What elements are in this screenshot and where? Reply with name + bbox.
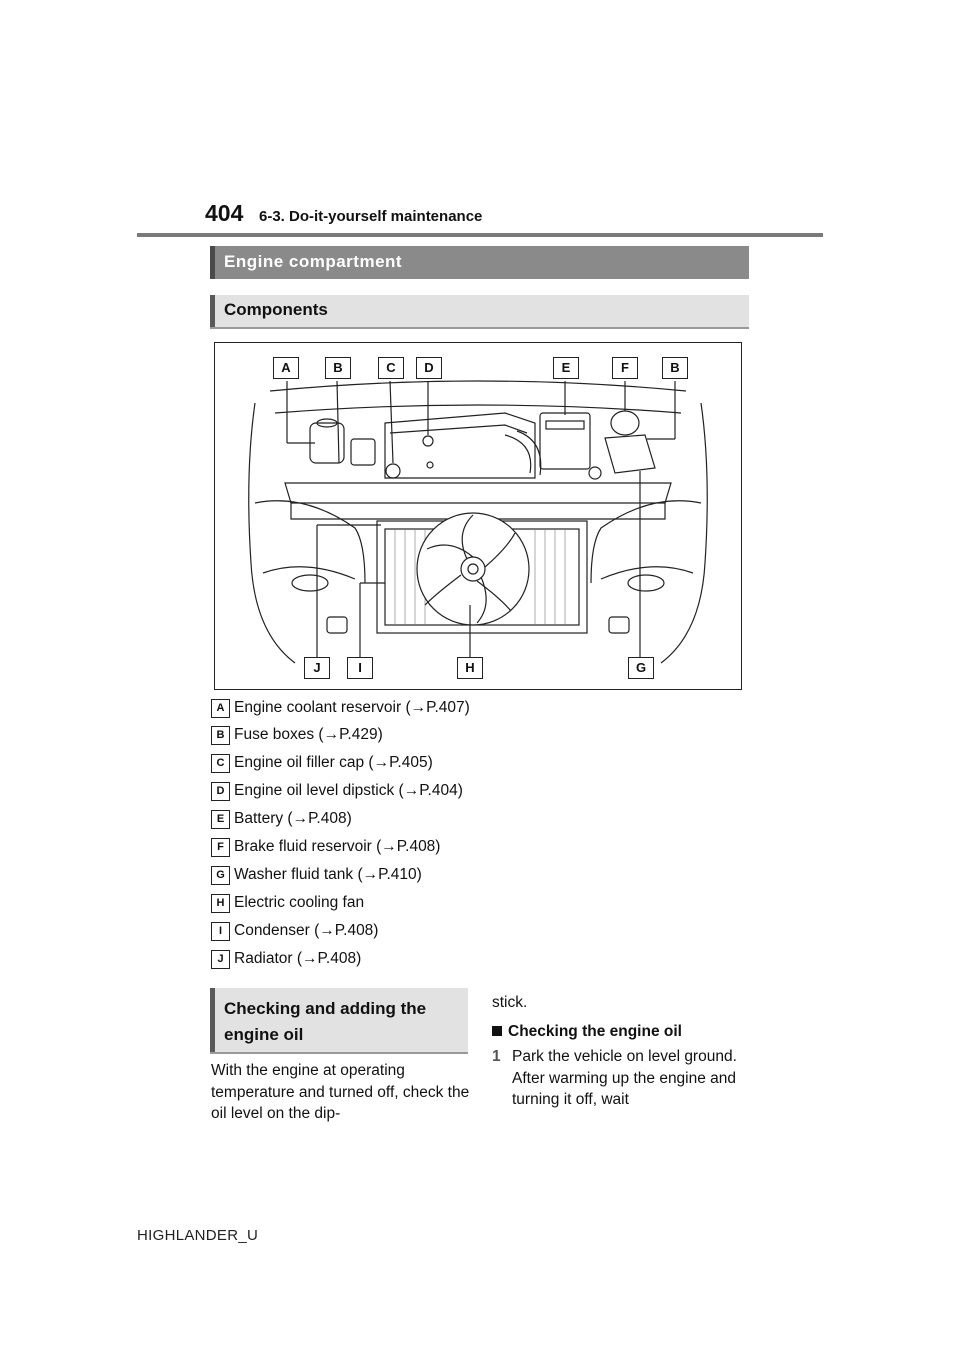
oil-subheading-text: Checking the engine oil xyxy=(508,1023,682,1040)
paragraph-continuation: stick. xyxy=(492,994,528,1011)
oil-heading: Checking and adding the engine oil xyxy=(224,999,427,1044)
square-bullet-icon xyxy=(492,1026,502,1036)
legend-key: B xyxy=(211,726,230,745)
figure-label-i: I xyxy=(347,657,373,679)
legend-key: H xyxy=(211,894,230,913)
legend-key: J xyxy=(211,950,230,969)
figure-label-c: C xyxy=(378,357,404,379)
figure-label-b-right: B xyxy=(662,357,688,379)
legend-key: A xyxy=(211,699,230,718)
legend-key: E xyxy=(211,810,230,829)
figure-label-b: B xyxy=(325,357,351,379)
oil-intro-paragraph: With the engine at operating temperature and turned off, check the oil level on the dip- xyxy=(211,1062,470,1122)
legend-text: Brake fluid reservoir (→P.408) xyxy=(234,838,441,855)
legend-text: Engine oil level dipstick (→P.404) xyxy=(234,782,463,799)
legend-key: D xyxy=(211,782,230,801)
main-heading-bar xyxy=(210,246,749,279)
section-title: 6-3. Do-it-yourself maintenance xyxy=(259,208,483,225)
legend-key: C xyxy=(211,754,230,773)
legend-key: I xyxy=(211,922,230,941)
legend-text: Fuse boxes (→P.429) xyxy=(234,726,383,743)
legend-text: Electric cooling fan xyxy=(234,894,365,911)
figure-label-j: J xyxy=(304,657,330,679)
header-rule xyxy=(137,233,823,237)
figure-label-a: A xyxy=(273,357,299,379)
legend-text: Washer fluid tank (→P.410) xyxy=(234,866,422,883)
oil-subheading xyxy=(492,1021,682,1043)
components-heading: Components xyxy=(224,300,328,319)
figure-label-h: H xyxy=(457,657,483,679)
figure-label-g: G xyxy=(628,657,654,679)
oil-heading-bar xyxy=(210,988,468,1054)
step-text: Park the vehicle on level ground. After warming up the engine and turning it off, wait xyxy=(512,1048,737,1108)
engine-compartment-illustration xyxy=(214,342,742,690)
page-number: 404 xyxy=(205,200,244,226)
engine-drawing xyxy=(215,343,741,689)
legend-key: F xyxy=(211,838,230,857)
footer-model: HIGHLANDER_U xyxy=(137,1227,259,1244)
legend-text: Radiator (→P.408) xyxy=(234,950,362,967)
step-number: 1 xyxy=(492,1048,501,1065)
legend-text: Engine oil filler cap (→P.405) xyxy=(234,754,433,771)
legend-text: Condenser (→P.408) xyxy=(234,922,379,939)
components-heading-bar xyxy=(210,295,749,329)
legend-key: G xyxy=(211,866,230,885)
figure-label-d: D xyxy=(416,357,442,379)
figure-label-f: F xyxy=(612,357,638,379)
legend-text: Engine coolant reservoir (→P.407) xyxy=(234,699,470,716)
legend-text: Battery (→P.408) xyxy=(234,810,352,827)
figure-label-e: E xyxy=(553,357,579,379)
main-heading: Engine compartment xyxy=(224,252,403,271)
